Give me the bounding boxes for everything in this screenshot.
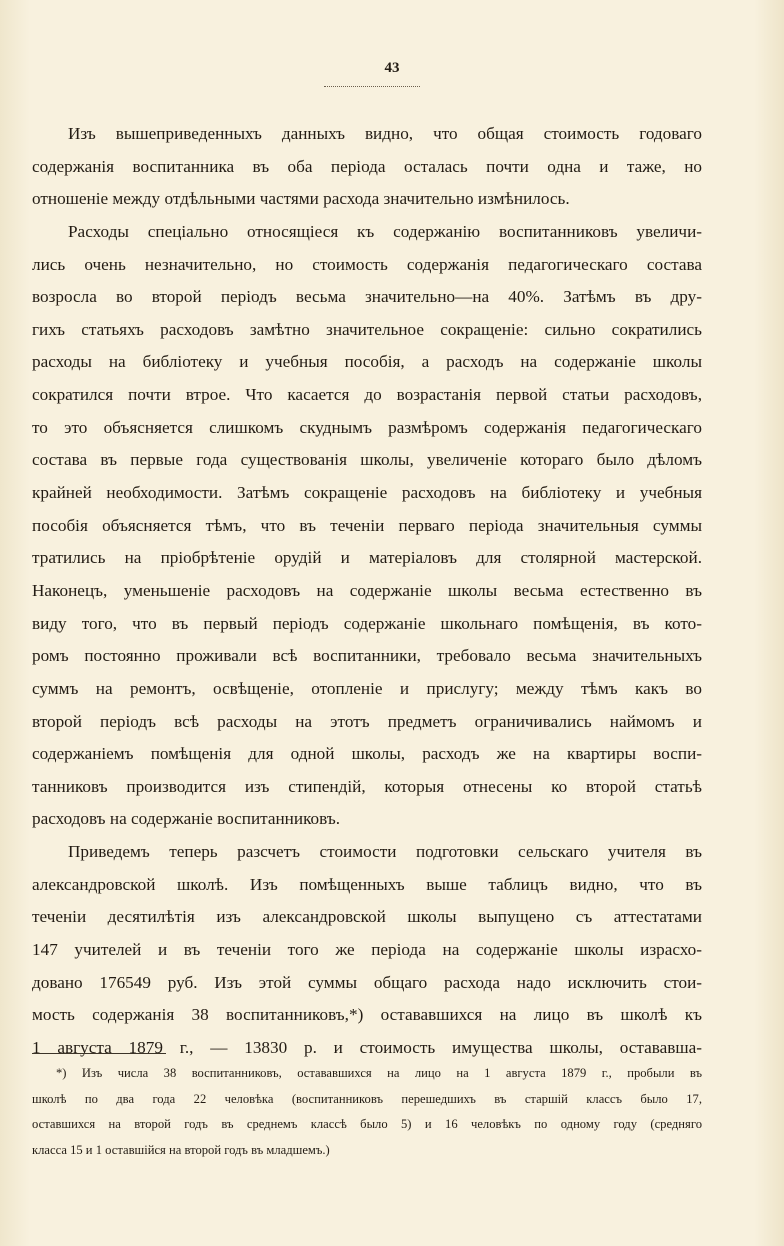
footnote-line: школѣ по два года 22 человѣка (воспитанниковъ перешедшихъ въ старшій классъ было 17, — [32, 1091, 702, 1106]
text-line: содержанія воспитанника въ оба періода осталась почти одна и таже, но — [32, 156, 702, 176]
text-line: гихъ статьяхъ расходовъ замѣтно значительное сокращеніе: сильно сократились — [32, 319, 702, 339]
text-line: Приведемъ теперь разсчетъ стоимости подготовки сельскаго учителя въ — [68, 842, 702, 862]
page-number: 43 — [384, 60, 400, 76]
text-line: расходы на библіотеку и учебныя пособія, а расходъ на содержаніе школы — [32, 352, 702, 372]
text-line: то это объясняется слишкомъ скуднымъ размѣромъ содержанія педагогическаго — [32, 417, 702, 437]
text-line: александровской школѣ. Изъ помѣщенныхъ выше таблицъ видно, что въ — [32, 874, 702, 894]
text-line: содержаніемъ помѣщенія для одной школы, расходъ же на квартиры воспи- — [32, 744, 702, 764]
footnote-line: оставшихся на второй годъ въ среднемъ классѣ было 5) и 16 человѣкъ по одному году (средняго — [32, 1117, 702, 1131]
footnote-line: класса 15 и 1 оставшійся на второй годъ въ младшемъ.) — [32, 1142, 330, 1157]
text-line: танниковъ производится изъ стипендій, которыя отнесены ко второй статьѣ — [32, 776, 702, 796]
text-line: 147 учителей и въ теченіи того же періода на содержаніе школы израсхо- — [32, 940, 702, 960]
text-line: второй періодъ всѣ расходы на этотъ предметъ ограничивались наймомъ и — [32, 711, 702, 731]
footnote-rule — [32, 1053, 166, 1054]
text-line: возросла во второй періодъ весьма значительно—на 40%. Затѣмъ въ дру- — [32, 287, 702, 307]
text-line: лись очень незначительно, но стоимость содержанія педагогическаго состава — [32, 254, 702, 274]
text-line: Расходы спеціально относящіеся къ содержанію воспитанниковъ увеличи- — [68, 221, 702, 241]
text-line: крайней необходимости. Затѣмъ сокращеніе расходовъ на библіотеку и учебныя — [32, 483, 702, 503]
text-line: отношеніе между отдѣльными частями расхода значительно измѣнилось. — [32, 189, 570, 209]
text-line: довано 176549 руб. Изъ этой суммы общаго расхода надо исключить стои- — [32, 972, 702, 992]
text-line: сократился почти втрое. Что касается до возрастанія первой статьи расходовъ, — [32, 385, 702, 405]
text-line: виду того, что въ первый періодъ содержаніе школьнаго помѣщенія, въ кото- — [32, 613, 702, 633]
page-number-rule — [324, 86, 420, 87]
text-line: мость содержанія 38 воспитанниковъ,*) остававшихся на лицо въ школѣ къ — [32, 1005, 702, 1025]
text-line: тратились на пріобрѣтеніе орудій и матеріаловъ для столярной мастерской. — [32, 548, 702, 568]
footnote-line: *) Изъ числа 38 воспитанниковъ, остававшихся на лицо на 1 августа 1879 г., пробыли въ — [56, 1066, 702, 1080]
text-line: Наконецъ, уменьшеніе расходовъ на содержаніе школы весьма естественно въ — [32, 580, 702, 600]
text-line: ромъ постоянно проживали всѣ воспитанники, требовало весьма значительныхъ — [32, 646, 702, 666]
text-line: 1 августа 1879 г., — 13830 р. и стоимость имущества школы, остававша- — [32, 1037, 702, 1057]
text-line: суммъ на ремонтъ, освѣщеніе, отопленіе и прислугу; между тѣмъ какъ во — [32, 678, 702, 698]
text-line: теченіи десятилѣтія изъ александровской школы выпущено съ аттестатами — [32, 907, 702, 927]
text-line: пособія объясняется тѣмъ, что въ теченіи перваго періода значительныя суммы — [32, 515, 702, 535]
text-line: расходовъ на содержаніе воспитанниковъ. — [32, 809, 341, 829]
text-line: Изъ вышеприведенныхъ данныхъ видно, что общая стоимость годоваго — [68, 124, 702, 143]
footnote — [32, 1061, 702, 1163]
body-text — [32, 118, 702, 1065]
text-line: состава въ первые года существованія школы, увеличеніе котораго было дѣломъ — [32, 450, 702, 470]
